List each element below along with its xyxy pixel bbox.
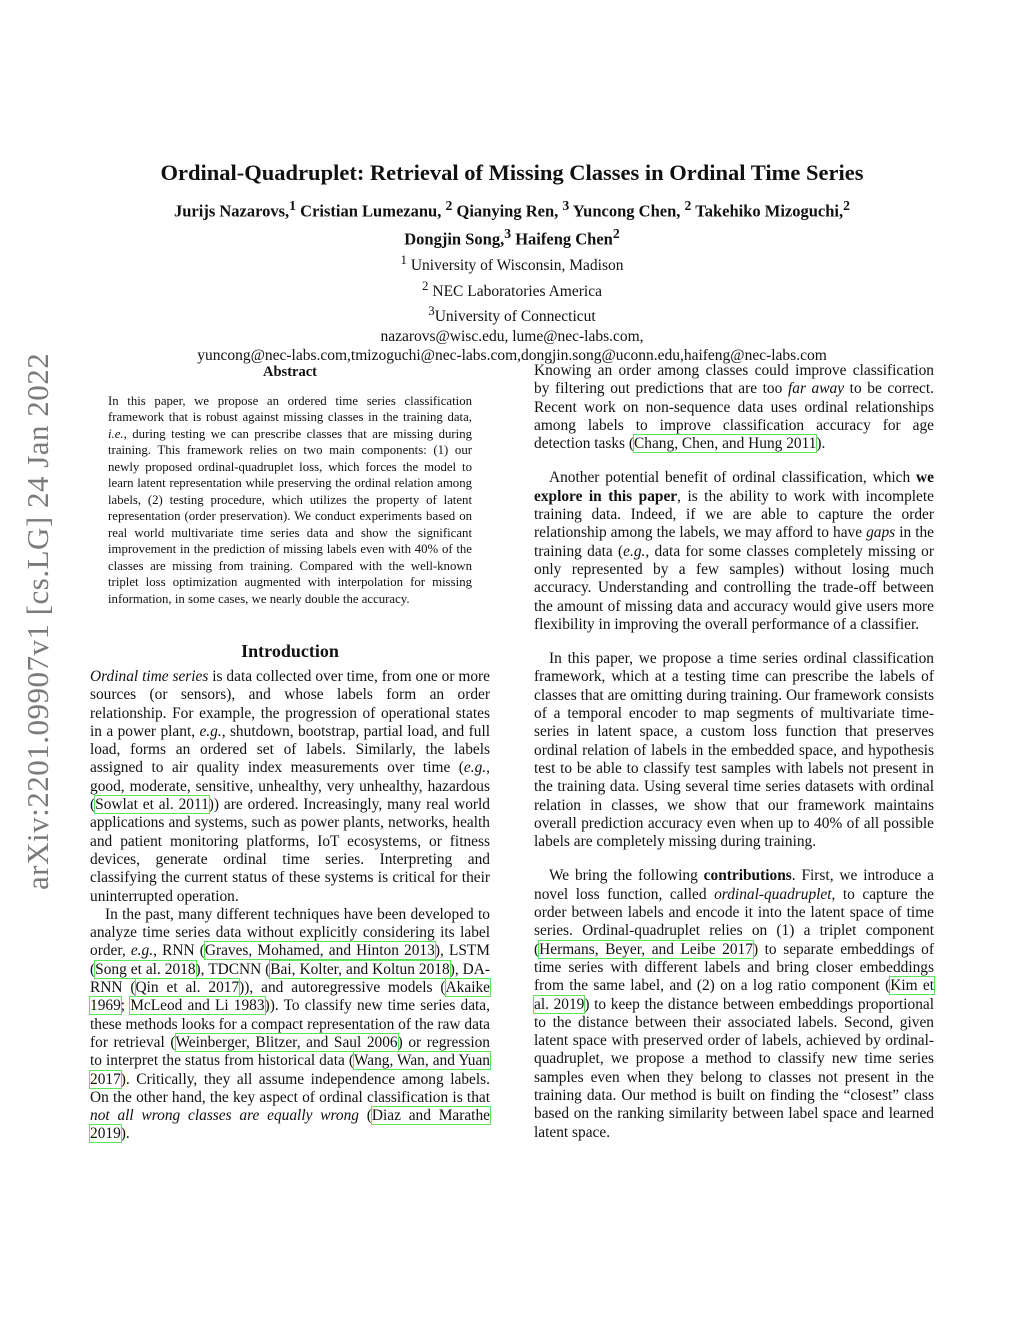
right-paragraph-4: We bring the following contributions. First, we introduce a novel loss function, called ordinal-quadruplet, to capture the order between labels and encode it into the latent space of time series. Ordinal-quadruplet relies on (1) a triplet component (Hermans, Beyer, and Leibe 2017) to separate embeddings of time series with different labels and bring closer embeddings from the same label, and (2) on a log ratio component (Kim et al. 2019) to keep the distance between embeddings proportional to the distance between their associated labels. Second, given latent space with preserved order of labels, achieved by ordinal-quadruplet, we propose a method to classify new time series samples even when they belong to classes not present in the training data. Our method is built on finding the “closest” class based on the ranking similarity between label space and learned latent space. — [534, 867, 934, 1141]
citation-link[interactable]: Hermans, Beyer, and Leibe 2017 — [539, 940, 753, 958]
author-line-2 — [90, 223, 934, 251]
citation-link[interactable]: Akaike 1969 — [90, 979, 490, 1015]
citation-link[interactable]: McLeod and Li 1983 — [130, 997, 265, 1015]
email-line: nazarovs@wisc.edu, lume@nec-labs.com, — [380, 327, 644, 345]
affil-mark: 3 — [428, 303, 435, 319]
author-affil-mark: 2 — [684, 198, 692, 213]
author-name: Jurijs Nazarovs, — [173, 201, 290, 221]
citation-link[interactable]: Song et al. 2018 — [95, 960, 196, 978]
intro-paragraph-2: In the past, many different techniques have been developed to analyze time series data without explicitly considering its label order, e.g., RNN (Graves, Mohamed, and Hinton 2013), LSTM (Song et al. 2018), TDCNN (Bai, Kolter, and Koltun 2018), DA-RNN (Qin et al. 2017)), and autoregressive models (Akaike 1969; McLeod and Li 1983)). To classify new time series data, these methods looks for a compact representation of the raw data for retrieval (Weinberger, Blitzer, and Saul 2006) or regression to interpret the status from historical data (Wang, Wan, and Yuan 2017). Critically, they all assume independence among labels. On the other hand, the key aspect of ordinal classification is that not all wrong classes are equally wrong (Diaz and Marathe 2019). — [90, 905, 491, 1143]
citation-link[interactable]: Kim et al. 2019 — [534, 977, 934, 1013]
abstract — [90, 364, 490, 607]
citation-link[interactable]: Bai, Kolter, and Koltun 2018 — [270, 960, 450, 978]
citation-link[interactable]: Sowlat et al. 2011 — [95, 796, 209, 814]
right-paragraph-2: Another potential benefit of ordinal classification, which we explore in this paper, is the ability to work with incomplete training data. Indeed, if we are able to capture the order relationship among the labels, we may afford to have gaps in the training data (e.g., data for some classes completely missing or only represented by a few samples) without losing much accuracy. Understanding and controlling the trade-off between the amount of missing data and accuracy would give users more flexibility in improving the overall performance of a classifier. — [534, 469, 935, 633]
affiliation-list — [90, 250, 934, 366]
author-affil-mark: 2 — [843, 198, 851, 213]
paper-header — [90, 160, 934, 366]
affil-mark: 2 — [422, 277, 429, 293]
right-paragraph-3: In this paper, we propose a time series ordinal classification framework, which at a testing time can prescribe the labels of classes that are omitting during training. Our framework consists of a temporal encoder to map segments of multivariate time-series in latent space, a custom loss function that preserves ordinal relation of labels in the embedded space, and hypothesis test to be able to classify test samples with labels not present in the training data. Using several time series datasets with ordinal relation in classes, we show that our framework maintains overall prediction accuracy even when up to 40% of all possible labels are completely missing during training. — [534, 650, 934, 851]
author-name: Qianying Ren, — [456, 201, 563, 221]
citation-link[interactable]: Weinberger, Blitzer, and Saul 2006 — [175, 1033, 398, 1051]
email-line: yuncong@nec-labs.com,tmizoguchi@nec-labs.com,dongjin.song@uconn.edu,haifeng@nec-labs.com — [197, 347, 827, 365]
author-name: Haifeng Chen — [515, 229, 613, 248]
right-paragraph-1: Knowing an order among classes could improve classification by filtering out predictions that are too far away to be correct. Recent work on non-sequence data uses ordinal relationships among labels to improve classification accuracy for age detection tasks (Chang, Chen, and Hung 2011). — [534, 362, 934, 453]
intro-paragraph-1: Ordinal time series is data collected over time, from one or more sources (or sensors), and whose labels form an order relationship. For example, the progression of operational states in a power plant, e.g., shutdown, bootstrap, partial load, and full load, forms an ordered set of labels. Similarly, the labels assigned to air quality index measurements over time (e.g., good, moderate, sensitive, unhealthy, very unhealthy, hazardous (Sowlat et al. 2011)) are ordered. Increasingly, many real world applications and systems, such as power plants, networks, health and patient monitoring platforms, IoT ecosystems, or fitness devices, generate ordinal time series. Interpreting and classifying the current status of these systems is critical for their uninterrupted operation. — [90, 668, 490, 905]
affil-mark: 1 — [400, 252, 407, 267]
author-affil-mark: 3 — [504, 225, 512, 241]
citation-link[interactable]: Qin et al. 2017 — [135, 979, 240, 997]
affil-text: NEC Laboratories America — [428, 282, 602, 300]
abstract-text: In this paper, we propose an ordered time series classification framework that is robust against missing classes in the training data, i.e., during testing we can prescribe classes that are missing during training. This framework relies on two main components: (1) our newly proposed ordinal-quadruplet loss, which forces the model to learn latent representation while preserving the ordinal relation among labels, (2) testing procedure, which utilizes the property of latent representation (order preservation). We conduct experiments based on real world multivariate time series data and show the significant improvement in the prediction of missing labels even with 40% of the classes are missing from training. Compared with the well-known triplet loss optimization augmented with interpolation for missing information, in some cases, we nearly double the accuracy. — [108, 393, 472, 606]
author-name: Dongjin Song, — [404, 229, 505, 248]
author-affil-mark: 2 — [612, 225, 620, 241]
citation-link[interactable]: Wang, Wan, and Yuan 2017 — [90, 1052, 491, 1088]
affil-text: University of Connecticut — [434, 308, 596, 326]
right-column — [534, 362, 934, 1142]
author-name: Cristian Lumezanu, — [300, 201, 446, 221]
citation-link[interactable]: Diaz and Marathe 2019 — [90, 1107, 490, 1143]
arxiv-identifier: arXiv:2201.09907v1 [cs.LG] 24 Jan 2022 — [20, 352, 55, 890]
author-list — [90, 195, 934, 250]
affiliation — [90, 301, 934, 327]
author-name: Yuncong Chen, — [572, 201, 685, 221]
author-name: Takehiko Mizoguchi, — [695, 201, 844, 221]
author-line-1 — [90, 195, 934, 223]
affiliation — [90, 250, 934, 276]
paper-title: Ordinal-Quadruplet: Retrieval of Missing Classes in Ordinal Time Series — [160, 160, 864, 185]
author-affil-mark: 2 — [445, 198, 453, 213]
author-affil-mark: 3 — [562, 198, 570, 213]
citation-link[interactable]: Graves, Mohamed, and Hinton 2013 — [204, 942, 435, 960]
affil-text: University of Wisconsin, Madison — [406, 257, 624, 275]
section-heading-introduction: Introduction — [241, 641, 339, 661]
abstract-heading: Abstract — [263, 364, 317, 380]
left-column — [90, 362, 490, 1144]
author-affil-mark: 1 — [289, 198, 297, 213]
affiliation — [90, 276, 934, 302]
citation-link[interactable]: Chang, Chen, and Hung 2011 — [634, 435, 817, 453]
